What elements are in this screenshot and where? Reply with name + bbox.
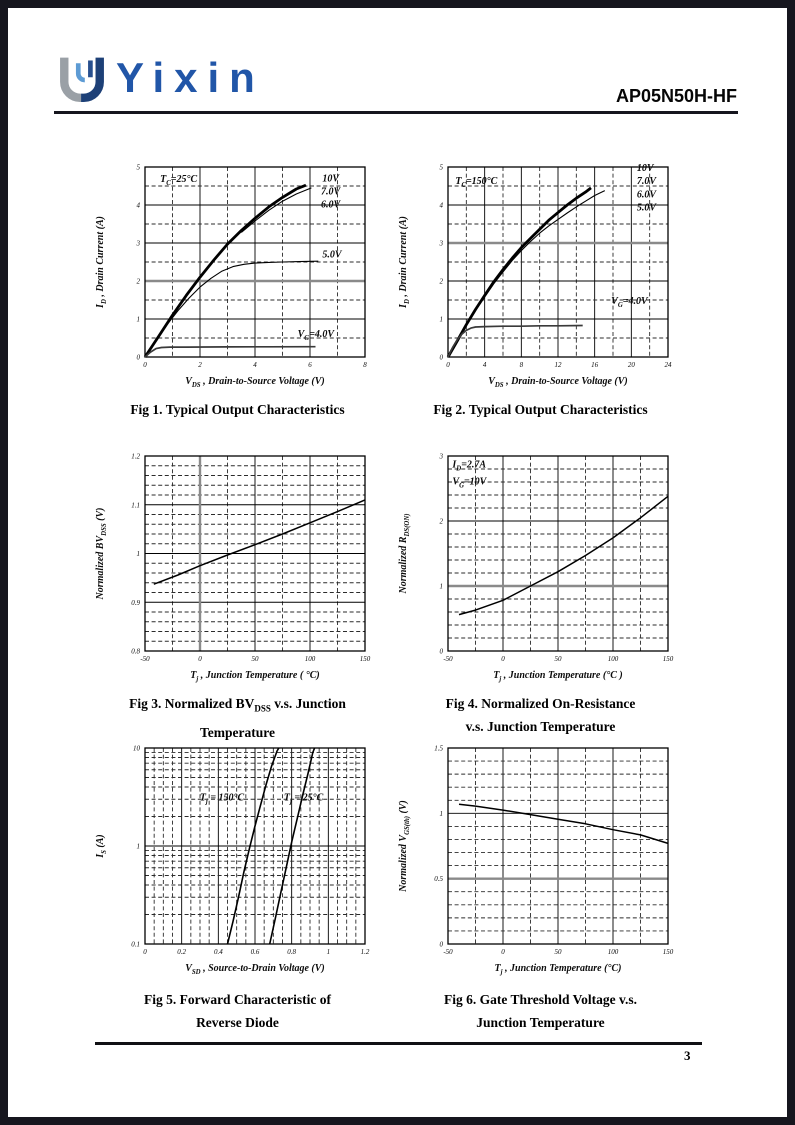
svg-text:0.8: 0.8 bbox=[287, 948, 297, 956]
svg-text:50: 50 bbox=[554, 655, 562, 663]
svg-text:12: 12 bbox=[554, 361, 562, 369]
svg-text:0.5: 0.5 bbox=[434, 875, 443, 884]
fig6-caption: Fig 6. Gate Threshold Voltage v.s. Junction Temperature bbox=[443, 992, 638, 1030]
svg-text:100: 100 bbox=[607, 655, 619, 663]
svg-text:-50: -50 bbox=[443, 655, 453, 663]
svg-text:2: 2 bbox=[136, 277, 140, 286]
fig5-chart bbox=[80, 731, 395, 989]
svg-text:0: 0 bbox=[501, 948, 505, 956]
svg-text:0.8: 0.8 bbox=[131, 647, 140, 656]
fig1-caption: Fig 1. Typical Output Characteristics bbox=[130, 402, 345, 417]
svg-text:6.0V: 6.0V bbox=[636, 189, 657, 201]
svg-text:TC=25°C: $T_C=25^\circ C$ bbox=[160, 174, 198, 188]
svg-text:2: 2 bbox=[439, 277, 443, 286]
svg-text:0.2: 0.2 bbox=[177, 948, 187, 956]
fig3-caption: Fig 3. Normalized $BV_{DSS}$ v.s. Junction Temperature bbox=[129, 696, 346, 740]
svg-text:0: 0 bbox=[136, 353, 140, 362]
svg-text:3: 3 bbox=[439, 452, 443, 461]
svg-text:3: 3 bbox=[439, 239, 443, 248]
svg-text:1: 1 bbox=[326, 948, 331, 956]
fig3-figure bbox=[80, 439, 395, 751]
svg-text:20: 20 bbox=[627, 361, 635, 369]
svg-text:5: 5 bbox=[439, 163, 443, 172]
fig4-chart bbox=[383, 439, 698, 696]
svg-text:-50: -50 bbox=[443, 948, 453, 956]
svg-text:Normalized VGS(th) (V): Normalized $V_{GS(th)}$ (V) bbox=[398, 800, 411, 892]
svg-text:10V: 10V bbox=[636, 162, 654, 174]
svg-text:Tj , Junction Temperature (°C): $T_j$ , Junction Temperature (°C) bbox=[494, 963, 622, 976]
svg-text:4: 4 bbox=[482, 361, 487, 369]
svg-text:16: 16 bbox=[591, 361, 599, 369]
svg-text:4: 4 bbox=[136, 201, 140, 210]
svg-text:100: 100 bbox=[304, 655, 316, 663]
svg-text:0.4: 0.4 bbox=[213, 948, 223, 956]
svg-text:0: 0 bbox=[439, 940, 443, 949]
svg-text:6: 6 bbox=[308, 361, 312, 369]
brand-name: Yixin bbox=[116, 54, 265, 101]
fig1-figure bbox=[80, 150, 395, 462]
svg-text:10: 10 bbox=[133, 744, 140, 753]
fig6-figure bbox=[383, 731, 698, 1043]
svg-text:1: 1 bbox=[136, 550, 140, 558]
svg-text:VG=10V: $V_G=10V$ bbox=[452, 476, 487, 490]
svg-text:0.9: 0.9 bbox=[131, 598, 140, 607]
svg-text:Tj = 150°C: $T_j = 150^\circ C$ bbox=[199, 792, 245, 806]
fig2-chart bbox=[383, 150, 698, 402]
svg-text:0: 0 bbox=[198, 655, 202, 663]
svg-text:VG=4.0V: $V_G=4.0V$ bbox=[297, 329, 335, 343]
svg-text:VG=4.0V: $V_G=4.0V$ bbox=[611, 295, 648, 309]
svg-text:100: 100 bbox=[607, 948, 619, 956]
footer-rule bbox=[95, 1042, 702, 1045]
svg-text:0.1: 0.1 bbox=[131, 940, 140, 949]
svg-text:8: 8 bbox=[363, 361, 367, 369]
svg-text:7.0V: 7.0V bbox=[321, 186, 341, 198]
svg-text:1.2: 1.2 bbox=[360, 948, 370, 956]
svg-text:Normalized RDS(ON): Normalized $R_{DS(ON)}$ bbox=[398, 513, 411, 594]
fig2-figure bbox=[383, 150, 698, 462]
svg-text:Tj = 25°C: $T_j = 25^\circ C$ bbox=[283, 792, 324, 806]
svg-text:Tj , Junction Temperature (°C: $T_j$ , Junction Temperature (°C ) bbox=[493, 670, 623, 683]
svg-text:1: 1 bbox=[439, 315, 443, 324]
svg-text:0: 0 bbox=[439, 647, 443, 656]
svg-text:VDS , Drain-to-Source Voltage: $V_{DS}$ , Drain-to-Source Voltage (V) bbox=[488, 376, 628, 389]
svg-text:5: 5 bbox=[136, 163, 140, 172]
svg-text:5.0V: 5.0V bbox=[322, 249, 342, 261]
svg-text:1: 1 bbox=[136, 315, 140, 324]
svg-text:5.0V: 5.0V bbox=[636, 202, 657, 214]
svg-text:24: 24 bbox=[664, 361, 672, 369]
fig3-chart bbox=[80, 439, 395, 696]
svg-text:1.5: 1.5 bbox=[434, 744, 443, 753]
fig6-chart bbox=[383, 731, 698, 989]
svg-text:1.2: 1.2 bbox=[131, 452, 140, 461]
svg-text:6.0V: 6.0V bbox=[321, 199, 341, 211]
svg-text:TC=150°C: $T_C=150^\circ C$ bbox=[455, 176, 498, 190]
fig5-caption: Fig 5. Forward Characteristic of Reverse Diode bbox=[143, 992, 332, 1030]
svg-text:7.0V: 7.0V bbox=[636, 176, 657, 188]
page-number: 3 bbox=[684, 1048, 691, 1063]
svg-text:150: 150 bbox=[662, 655, 674, 663]
svg-text:VDS , Drain-to-Source Voltage: $V_{DS}$ , Drain-to-Source Voltage (V) bbox=[185, 376, 325, 389]
svg-text:1: 1 bbox=[439, 582, 443, 591]
fig2-caption: Fig 2. Typical Output Characteristics bbox=[433, 402, 648, 417]
svg-text:IS (A): $I_S$ (A) bbox=[95, 834, 108, 858]
svg-text:-50: -50 bbox=[140, 655, 150, 663]
fig4-figure bbox=[383, 439, 698, 751]
svg-text:1.1: 1.1 bbox=[131, 501, 140, 510]
svg-text:4: 4 bbox=[439, 201, 443, 210]
svg-text:0: 0 bbox=[143, 361, 147, 369]
svg-text:1: 1 bbox=[136, 842, 140, 851]
svg-text:ID=2.7A: $I_D=2.7A$ bbox=[452, 459, 487, 473]
svg-text:50: 50 bbox=[554, 948, 562, 956]
svg-text:VSD , Source-to-Drain Voltage: $V_{SD}$ , Source-to-Drain Voltage (V) bbox=[185, 963, 325, 976]
svg-text:3: 3 bbox=[136, 239, 140, 248]
svg-text:ID , Drain Current (A): $I_D$ , Drain Current (A) bbox=[95, 216, 108, 308]
fig4-caption: Fig 4. Normalized On-Resistance v.s. Junction Temperature bbox=[445, 696, 636, 734]
svg-text:1: 1 bbox=[439, 809, 443, 818]
svg-text:0: 0 bbox=[439, 353, 443, 362]
svg-text:8: 8 bbox=[519, 361, 524, 369]
fig5-figure bbox=[80, 731, 395, 1043]
fig1-chart bbox=[80, 150, 395, 402]
svg-text:ID , Drain Current (A): $I_D$ , Drain Current (A) bbox=[398, 216, 411, 308]
svg-text:Tj , Junction Temperature ( °C: $T_j$ , Junction Temperature ( °C) bbox=[190, 670, 320, 683]
svg-text:0: 0 bbox=[143, 948, 147, 956]
part-number: AP05N50H-HF bbox=[615, 86, 737, 106]
svg-text:2: 2 bbox=[439, 517, 443, 526]
svg-text:10V: 10V bbox=[322, 173, 340, 185]
svg-text:2: 2 bbox=[198, 361, 202, 369]
svg-text:Normalized BVDSS (V): Normalized $BV_{DSS}$ (V) bbox=[95, 507, 108, 600]
svg-text:0: 0 bbox=[501, 655, 505, 663]
svg-text:4: 4 bbox=[253, 361, 257, 369]
svg-text:0.6: 0.6 bbox=[250, 948, 260, 956]
svg-text:0: 0 bbox=[446, 361, 450, 369]
svg-text:150: 150 bbox=[359, 655, 371, 663]
svg-text:50: 50 bbox=[251, 655, 259, 663]
svg-text:150: 150 bbox=[662, 948, 674, 956]
